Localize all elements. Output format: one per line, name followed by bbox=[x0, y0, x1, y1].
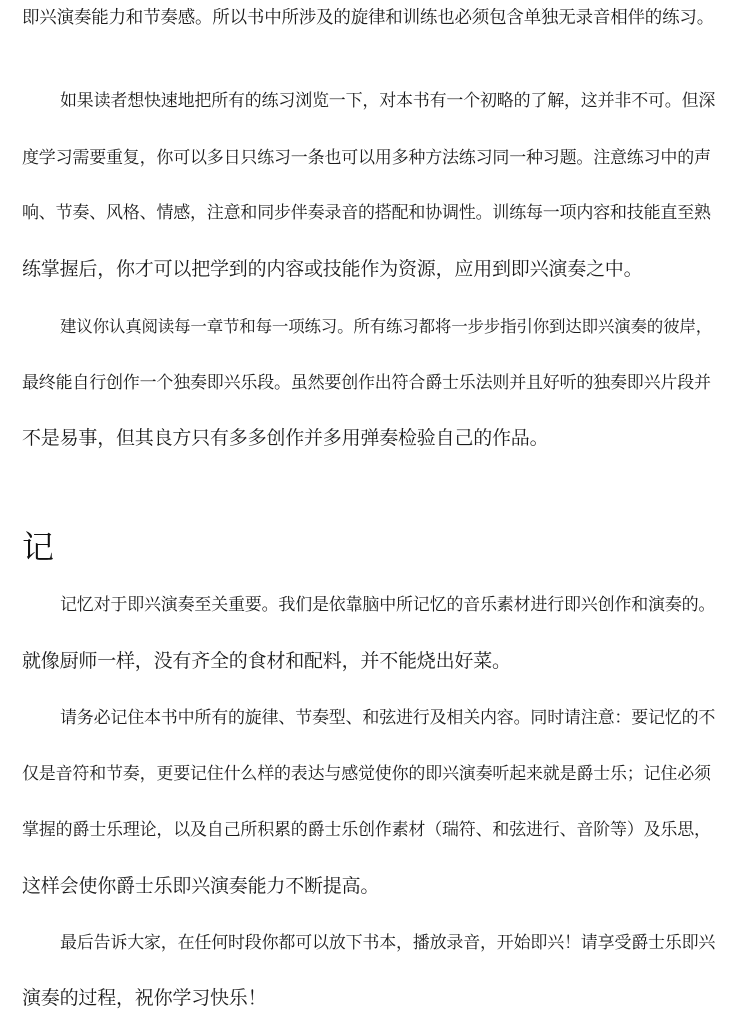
text-line: 响、节奏、风格、情感，注意和同步伴奏录音的搭配和协调性。训练每一项内容和技能直至熟 bbox=[22, 203, 711, 223]
text-line: 度学习需要重复，你可以多日只练习一条也可以用多种方法练习同一种习题。注意练习中的声 bbox=[22, 148, 711, 168]
text-line: 就像厨师一样，没有齐全的食材和配料，并不能烧出好菜。 bbox=[22, 650, 511, 672]
text-line: 记忆对于即兴演奏至关重要。我们是依靠脑中所记忆的音乐素材进行即兴创作和演奏的。 bbox=[60, 595, 716, 615]
text-line: 掌握的爵士乐理论，以及自己所积累的爵士乐创作素材（瑞符、和弦进行、音阶等）及乐思， bbox=[22, 820, 711, 840]
text-line: 仅是音符和节奏，更要记住什么样的表达与感觉使你的即兴演奏听起来就是爵士乐；记住必须 bbox=[22, 764, 711, 784]
text-line: 不是易事，但其良方只有多多创作并多用弹奏检验自己的作品。 bbox=[22, 427, 549, 449]
text-line: 这样会使你爵士乐即兴演奏能力不断提高。 bbox=[22, 875, 380, 897]
text-line: 请务必记住本书中所有的旋律、节奏型、和弦进行及相关内容。同时请注意：要记忆的不 bbox=[60, 708, 716, 728]
section-heading: 记 bbox=[22, 528, 55, 566]
text-line: 如果读者想快速地把所有的练习浏览一下，对本书有一个初略的了解，这并非不可。但深 bbox=[60, 91, 716, 111]
text-line: 建议你认真阅读每一章节和每一项练习。所有练习都将一步步指引你到达即兴演奏的彼岸， bbox=[60, 317, 713, 336]
text-line: 最终能自行创作一个独奏即兴乐段。虽然要创作出符合爵士乐法则并且好听的独奏即兴片段并 bbox=[22, 373, 711, 393]
text-line: 演奏的过程，祝你学习快乐！ bbox=[22, 987, 267, 1009]
text-line: 最后告诉大家，在任何时段你都可以放下书本，播放录音，开始即兴！请享受爵士乐即兴 bbox=[60, 933, 716, 953]
text-line: 即兴演奏能力和节奏感。所以书中所涉及的旋律和训练也必须包含单独无录音相伴的练习。 bbox=[22, 8, 714, 28]
text-line: 练掌握后，你才可以把学到的内容或技能作为资源，应用到即兴演奏之中。 bbox=[22, 258, 643, 280]
